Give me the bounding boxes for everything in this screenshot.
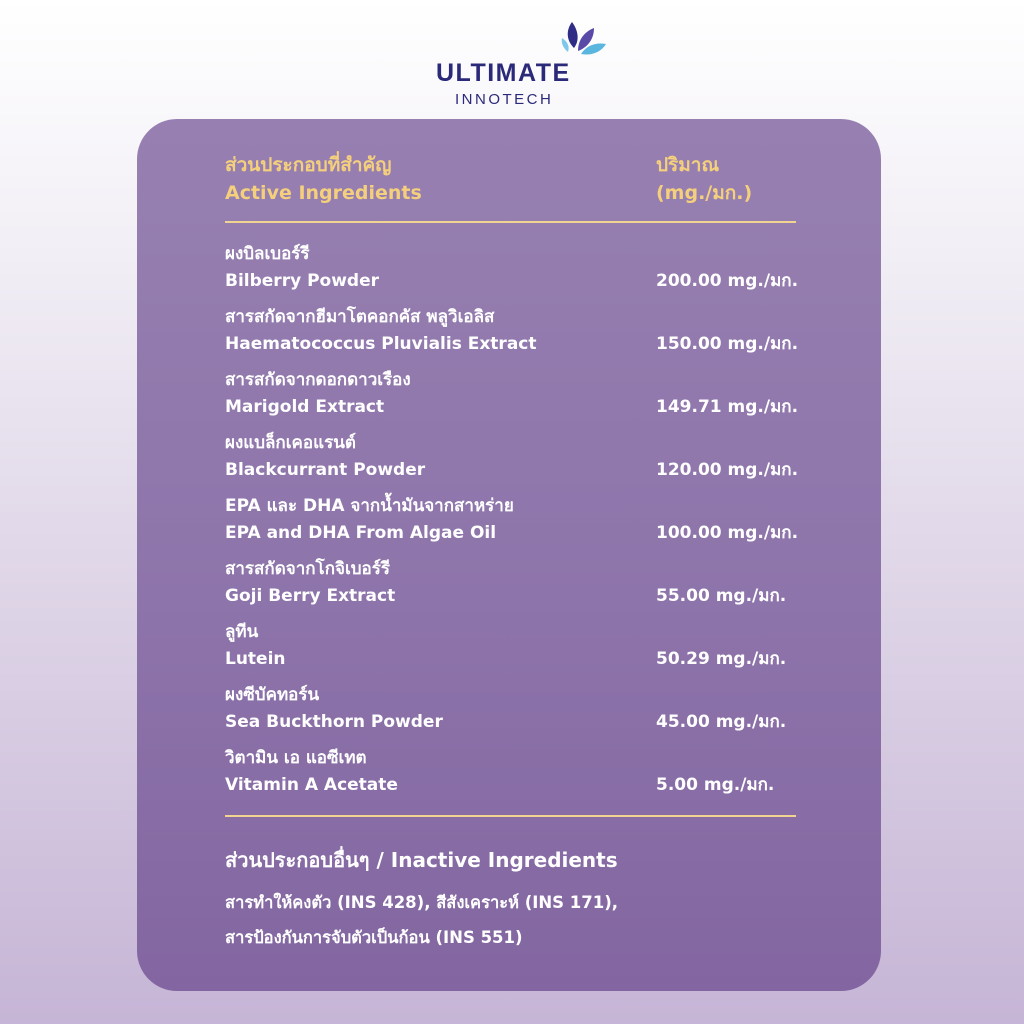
ingredient-name-thai: ผงแบล็กเคอแรนต์: [225, 433, 356, 453]
ingredient-name-english: EPA and DHA From Algae Oil: [225, 523, 497, 543]
ingredient-amount: 100.00 mg./มก.: [656, 523, 799, 543]
inactive-ingredients-line-2: สารป้องกันการจับตัวเป็นก้อน (INS 551): [225, 928, 523, 947]
ingredient-name-english: Bilberry Powder: [225, 271, 380, 291]
inactive-ingredients-line-1: สารทำให้คงตัว (INS 428), สีสังเคราะห์ (INS 171),: [225, 893, 619, 912]
ingredient-name-thai: สารสกัดจากฮีมาโตคอกคัส พลูวิเอลิส: [225, 307, 495, 327]
ingredient-name-thai: EPA และ DHA จากน้ำมันจากสาหร่าย: [225, 496, 514, 516]
brand-tagline: INNOTECH: [455, 91, 554, 108]
inactive-ingredients-title: ส่วนประกอบอื่นๆ / Inactive Ingredients: [225, 848, 618, 872]
ingredient-amount: 5.00 mg./มก.: [656, 775, 775, 795]
ingredient-name-thai: สารสกัดจากโกจิเบอร์รี: [225, 559, 391, 579]
ingredient-name-english: Lutein: [225, 649, 286, 669]
ingredient-amount: 200.00 mg./มก.: [656, 271, 799, 291]
ingredient-name-thai: วิตามิน เอ แอซีเทต: [225, 748, 367, 768]
ingredient-name-english: Haematococcus Pluvialis Extract: [225, 334, 537, 354]
ingredient-amount: 149.71 mg./มก.: [656, 397, 799, 417]
ingredient-amount: 150.00 mg./มก.: [656, 334, 799, 354]
ingredient-amount: 120.00 mg./มก.: [656, 460, 799, 480]
ingredient-amount: 50.29 mg./มก.: [656, 649, 787, 669]
ingredient-name-thai: ผงซีบัคทอร์น: [225, 685, 320, 705]
ingredients-card: [137, 119, 881, 991]
amount-header-unit: (mg./มก.): [656, 182, 753, 204]
ingredient-name-thai: ลูทีน: [225, 622, 259, 642]
leaf-logo-icon: [560, 18, 610, 58]
amount-header-thai: ปริมาณ: [656, 154, 720, 176]
header-divider: [225, 221, 796, 223]
active-header-english: Active Ingredients: [225, 182, 422, 204]
ingredient-name-english: Blackcurrant Powder: [225, 460, 426, 480]
brand-logo: [436, 18, 616, 108]
active-header-thai: ส่วนประกอบที่สำคัญ: [225, 154, 392, 176]
ingredient-name-english: Vitamin A Acetate: [225, 775, 398, 795]
ingredient-name-english: Sea Buckthorn Powder: [225, 712, 443, 732]
footer-divider: [225, 815, 796, 817]
ingredient-amount: 55.00 mg./มก.: [656, 586, 787, 606]
ingredient-name-thai: ผงบิลเบอร์รี: [225, 244, 310, 264]
ingredient-name-english: Marigold Extract: [225, 397, 385, 417]
ingredient-name-english: Goji Berry Extract: [225, 586, 396, 606]
ingredient-name-thai: สารสกัดจากดอกดาวเรือง: [225, 370, 411, 390]
ingredient-amount: 45.00 mg./มก.: [656, 712, 787, 732]
brand-name: ULTIMATE: [436, 59, 571, 87]
